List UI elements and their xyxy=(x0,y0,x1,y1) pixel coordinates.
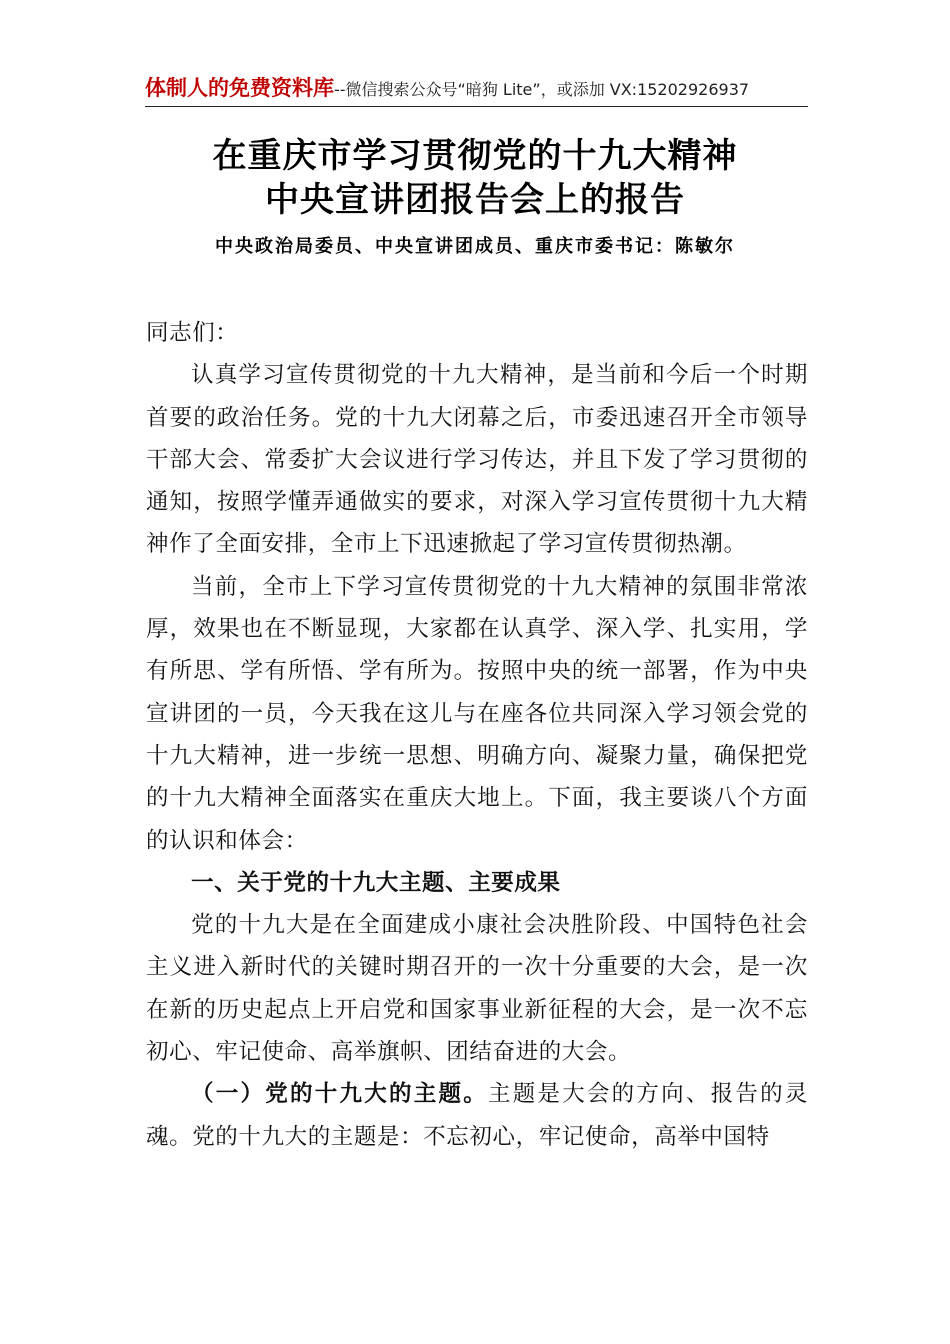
header-note: --微信搜索公众号“暗狗 Lite”，或添加 VX:15202926937 xyxy=(334,80,750,99)
paragraph-2: 当前，全市上下学习宣传贯彻党的十九大精神的氛围非常浓厚，效果也在不断显现，大家都在认真学、深入学、扎实用，学有所思、学有所悟、学有所为。按照中央的统一部署，作为中央宣讲团的一员，今天我在这儿与在座各位共同深入学习领会党的十九大精神，进一步统一思想、明确方向、凝聚力量，确保把党的十九大精神全面落实在重庆大地上。下面，我主要谈八个方面的认识和体会： xyxy=(146,573,808,854)
section-heading-1: 一、关于党的十九大主题、主要成果 xyxy=(191,869,561,896)
subsection-heading: （一）党的十九大的主题。 xyxy=(191,1081,488,1108)
title-line-1: 在重庆市学习贯彻党的十九大精神 xyxy=(212,136,738,176)
page-header xyxy=(145,72,808,107)
paragraph-4-text: 主题是大会的方向、报告的灵魂。党的十九大的主题是：不忘初心，牢记使命，高举中国特 xyxy=(146,1081,808,1150)
greeting: 同志们： xyxy=(146,320,239,346)
header-brand: 体制人的免费资料库 xyxy=(145,76,334,100)
author-line: 中央政治局委员、中央宣讲团成员、重庆市委书记：陈敏尔 xyxy=(215,236,735,257)
paragraph-1: 认真学习宣传贯彻党的十九大精神，是当前和今后一个时期首要的政治任务。党的十九大闭幕之后，市委迅速召开全市领导干部大会、常委扩大会议进行学习传达，并且下发了学习贯彻的通知，按照学懂弄通做实的要求，对深入学习宣传贯彻十九大精神作了全面安排，全市上下迅速掀起了学习宣传贯彻热潮。 xyxy=(146,362,808,558)
title-line-2: 中央宣讲团报告会上的报告 xyxy=(265,180,685,220)
paragraph-3: 党的十九大是在全面建成小康社会决胜阶段、中国特色社会主义进入新时代的关键时期召开的一次十分重要的大会，是一次在新的历史起点上开启党和国家事业新征程的大会，是一次不忘初心、牢记使命、高举旗帜、团结奋进的大会。 xyxy=(146,912,808,1066)
document-body xyxy=(146,312,808,1158)
paragraph-4 xyxy=(146,1073,808,1158)
